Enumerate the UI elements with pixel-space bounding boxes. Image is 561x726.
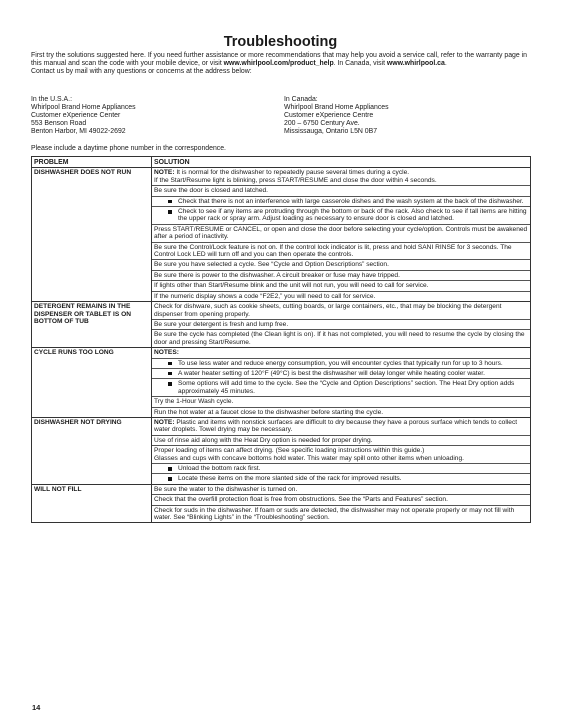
solution-line [152,260,530,270]
solution-text: Unload the bottom rack first. [178,465,261,472]
solution-bullet [152,474,530,483]
solution-line [152,302,530,320]
table-row [32,484,531,523]
solution-text: A water heater setting of 120°F (49°C) is best the dishwasher will delay longer while heating cooler water. [178,369,485,377]
solution-line [152,408,530,417]
page-number: 14 [32,703,41,712]
problem-cell: CYCLE RUNS TOO LONG [32,348,152,418]
solution-cell [152,302,531,348]
solution-cell [152,417,531,484]
problem-cell: DISHWASHER NOT DRYING [32,417,152,484]
solution-text: Be sure the Control/Lock feature is not on. If the control lock indicator is lit, press and hold SANI RINSE for 3 seconds. The Control Lock LED will turn off and you can then operate the controls. [154,243,512,259]
solution-text: Check for suds in the dishwasher. If foam or suds are detected, the dishwasher may not operate properly or may not fill with water. See “Blinking Lights” in the “Troubleshooting” section. [154,506,515,522]
solution-text: Be sure your detergent is fresh and lump free. [154,320,289,328]
table-row [32,348,531,418]
note-label: NOTE: [154,418,175,426]
solution-line [152,495,530,505]
solution-line [152,168,530,186]
problem-header: PROBLEM [32,157,152,168]
solution-text: It is normal for the dishwasher to repeatedly pause several times during a cycle. If the Start/Resume light is blinking, press START/RESUME and close the door within 4 seconds. [154,169,437,184]
canada-website-link[interactable]: www.whirlpool.ca [386,60,445,68]
solution-text: If the numeric display shows a code “F2E2,” you will need to call for service. [154,292,376,300]
problem-cell: DISHWASHER DOES NOT RUN [32,168,152,302]
solution-text: Press START/RESUME or CANCEL, or open and close the door before selecting your cycle/option. Controls must be awakened after a period of inactivity. [154,225,528,241]
solution-line [152,348,530,358]
usa-address: In the U.S.A.: Whirlpool Brand Home Appliances Customer eXperience Center 553 Benson Road Benton Harbor, MI 49022-2692 [31,96,136,136]
solution-line [152,243,530,261]
solution-line [152,485,530,495]
website-link[interactable]: www.whirlpool.com/product_help [223,60,334,68]
solution-cell [152,348,531,418]
solution-bullet [152,207,530,225]
solution-text: Proper loading of items can affect drying. (See specific loading instructions within this guide.) Glasses and cups with concave bottoms hold water. This water may spill onto other items when unloading. [154,447,464,462]
contact-line: Contact us by mail with any questions or concerns at the address below: [31,68,252,76]
solution-text: Try the 1-Hour Wash cycle. [154,398,234,406]
page-title: Troubleshooting [223,34,338,50]
solution-line [152,506,530,523]
solution-cell [152,168,531,302]
note-label: NOTES: [154,349,179,357]
square-bullet-icon [168,362,172,366]
solution-line [152,271,530,281]
solution-text: Be sure there is power to the dishwasher. A circuit breaker or fuse may have tripped. [154,271,400,279]
solution-text: To use less water and reduce energy consumption, you will encounter cycles that typically run for up to 3 hours. [178,359,503,367]
solution-text: Some options will add time to the cycle. See the “Cycle and Option Descriptions” section. The Heat Dry option adds approximately 45 minutes. [178,380,515,395]
canada-address: In Canada: Whirlpool Brand Home Appliances Customer eXperience Centre 200 – 6750 Century Ave. Mississauga, Ontario L5N 0B7 [284,96,389,136]
solution-line [152,330,530,347]
solution-text: Be sure the water to the dishwasher is turned on. [154,485,298,493]
square-bullet-icon [168,382,172,386]
solution-text: Check that there is not an interference with large casserole dishes and the wash system at the back of the dishwasher. [178,197,524,205]
solution-text: Check for dishware, such as cookie sheets, cutting boards, or large containers, etc., that may be blocking the detergent dispenser from opening properly. [154,303,502,318]
solution-text: Locate these items on the more slanted side of the rack for improved results. [178,475,402,483]
solution-line [152,436,530,446]
solution-text: Be sure you have selected a cycle. See “Cycle and Option Descriptions” section. [154,261,389,269]
solution-bullet [152,369,530,379]
solution-text: Run the hot water at a faucet close to the dishwasher before starting the cycle. [154,408,384,416]
solution-line [152,397,530,407]
square-bullet-icon [168,467,172,471]
table-row [32,302,531,348]
note-label: NOTE: [154,169,175,177]
solution-header: SOLUTION [152,157,531,168]
table-row [32,417,531,484]
solution-bullet [152,197,530,207]
solution-text: Check to see if any items are protruding through the bottom or back of the rack. Also check to see if tall items are hitting the upper rack or spray arm. Adjust loading as necessary to ensure door is closed and latched. [178,208,527,223]
solution-text: Be sure the cycle has completed (the Clean light is on). If it has not completed, you will need to resume the cycle by closing the door and pressing Start/Resume. [154,331,525,346]
intro-text [31,52,531,77]
table-row [32,168,531,302]
solution-text: If lights other than Start/Resume blink and the unit will not run, you will need to call for service. [154,282,429,290]
solution-cell [152,484,531,523]
solution-line [152,186,530,196]
solution-line [152,281,530,291]
table-header [32,157,531,168]
problem-cell: WILL NOT FILL [32,484,152,523]
solution-line [152,225,530,243]
phone-note: Please include a daytime phone number in the correspondence. [31,145,226,152]
solution-line [152,418,530,436]
problem-cell: DETERGENT REMAINS IN THE DISPENSER OR TABLET IS ON BOTTOM OF TUB [32,302,152,348]
square-bullet-icon [168,372,172,376]
solution-bullet [152,464,530,474]
solution-text: Check that the overfill protection float is free from obstructions. See the “Parts and Features” section. [154,496,448,504]
solution-line [152,320,530,330]
square-bullet-icon [168,477,172,481]
solution-text: Be sure the door is closed and latched. [154,187,268,195]
solution-line [152,446,530,464]
square-bullet-icon [168,200,172,204]
intro-paragraph: First try the solutions suggested here. If you need further assistance or more recommendations that may help you avoid a service call, refer to the warranty page in this manual and scan the code with your mobile device, or visit www.whirlpool.com/product_help. In Canada, visit www.whirlpool.ca. [31,52,527,68]
solution-bullet [152,379,530,397]
solution-bullet [152,359,530,369]
solution-line [152,292,530,301]
solution-text: Use of rinse aid along with the Heat Dry option is needed for proper drying. [154,436,373,444]
troubleshooting-table [31,156,531,523]
square-bullet-icon [168,210,172,214]
solution-text: Plastic and items with nonstick surfaces are difficult to dry because they have a porous surface which tends to collect water droplets. Towel drying may be necessary. [154,418,518,434]
